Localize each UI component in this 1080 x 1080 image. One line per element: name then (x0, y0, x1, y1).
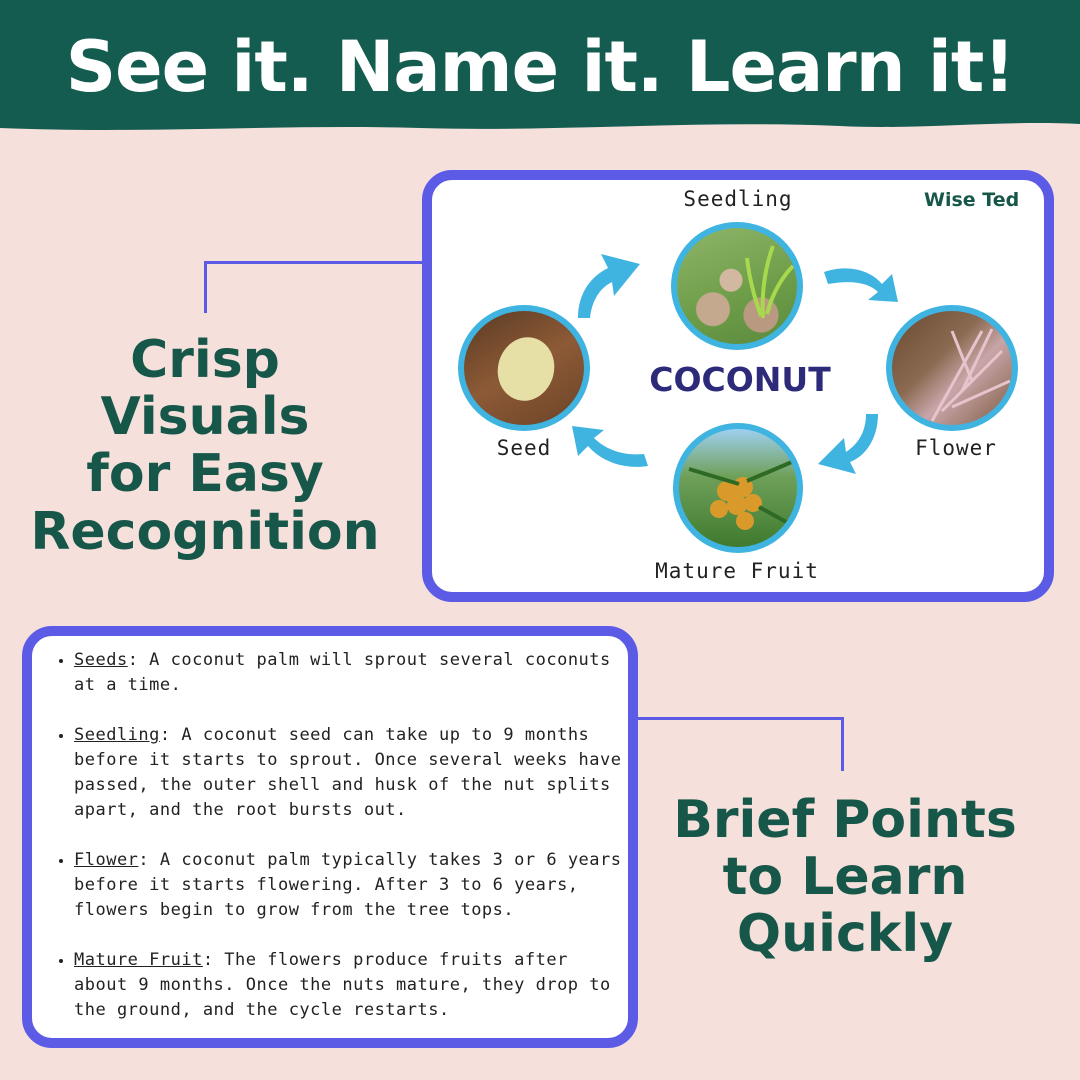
point-text-mature-fruit: : The flowers produce fruits after about 9 months. Once the nuts mature, they drop to the ground, and the cycle restarts. (74, 950, 611, 1020)
point-term-seeds: Seeds (74, 650, 128, 670)
callout-points (660, 792, 1030, 964)
stage-label-flower: Flower (915, 436, 997, 460)
stage-image-mature-fruit (673, 423, 803, 553)
stage-image-seedling (671, 222, 803, 350)
lifecycle-title: COCONUT (649, 360, 831, 399)
callout-points-line-3: Quickly (736, 904, 954, 965)
points-list (44, 648, 624, 1048)
stage-label-seed: Seed (496, 436, 552, 460)
point-text-seeds: : A coconut palm will sprout several coconuts at a time. (74, 650, 611, 695)
callout-visuals-line-2: for Easy (86, 444, 324, 505)
arrow-seedling-to-flower (824, 268, 898, 302)
point-term-seedling: Seedling (74, 725, 160, 745)
point-term-flower: Flower (74, 850, 139, 870)
callout-points-line-2: to Learn (722, 847, 968, 908)
brand-logo: Wise Ted (924, 189, 1020, 211)
point-text-flower: : A coconut palm typically takes 3 or 6 years before it starts flowering. After 3 to 6 years, flowers begin to grow from the tree tops. (74, 850, 622, 920)
list-item (74, 648, 624, 698)
stage-image-seed (458, 305, 590, 431)
page-title: See it. Name it. Learn it! (65, 26, 1015, 108)
point-term-mature-fruit: Mature Fruit (74, 950, 203, 970)
point-text-seedling: : A coconut seed can take up to 9 months before it starts to sprout. Once several weeks have passed, the outer shell and husk of the nut splits apart, and the root bursts out. (74, 725, 622, 820)
callout-visuals-line-1: Crisp Visuals (100, 330, 310, 448)
stage-image-flower (886, 305, 1018, 431)
callout-visuals-line-3: Recognition (30, 501, 380, 562)
stage-label-seedling: Seedling (683, 187, 793, 211)
list-item (74, 948, 624, 1023)
arrow-seed-to-seedling (578, 254, 640, 318)
list-item (74, 848, 624, 923)
stage-label-mature-fruit: Mature Fruit (655, 559, 819, 583)
list-item (74, 723, 624, 823)
callout-points-line-1: Brief Points (673, 790, 1017, 850)
